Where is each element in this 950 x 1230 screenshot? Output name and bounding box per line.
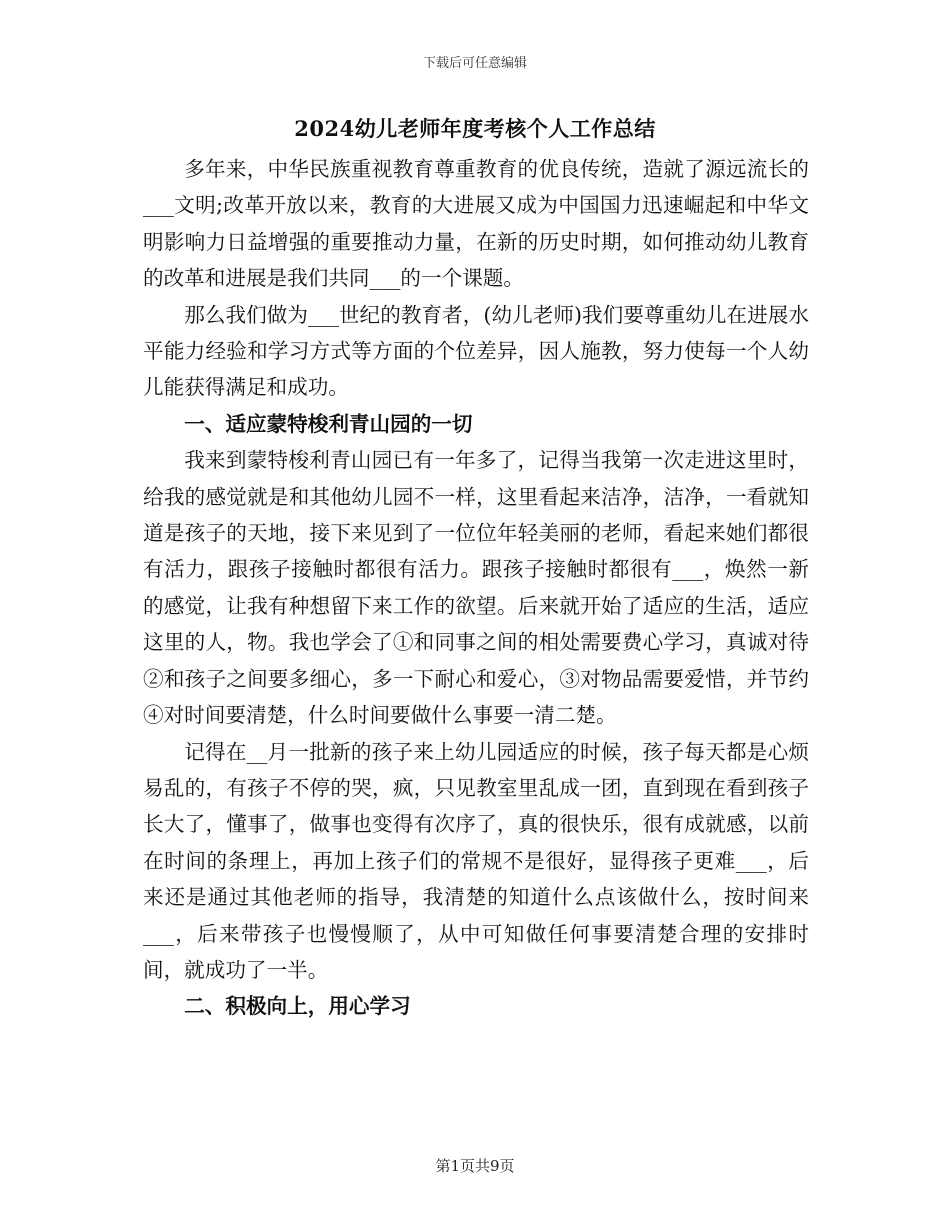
- section-heading: 二、积极向上，用心学习: [184, 994, 411, 1019]
- section-heading: 一、适应蒙特梭利青山园的一切: [184, 411, 473, 436]
- paragraph: 我来到蒙特梭利青山园已有一年多了，记得当我第一次走进这里时，给我的感觉就是和其他幼儿园不一样，这里看起来洁净，洁净，一看就知道是孩子的天地，接下来见到了一位位年轻美丽的老师，看起来她们都很有活力，跟孩子接触时都很有活力。跟孩子接触时都很有___，焕然一新的感觉，让我有种想留下来工作的欲望。后来就开始了适应的生活，适应这里的人，物。我也学会了①和同事之间的相处需要费心学习，真诚对待②和孩子之间要多细心，多一下耐心和爱心，③对物品需要爱惜，并节约④对时间要清楚，什么时间要做什么事要一清二楚。: [143, 448, 809, 728]
- document-title: 2024幼儿老师年度考核个人工作总结: [294, 116, 656, 141]
- paragraph: 多年来，中华民族重视教育尊重教育的优良传统，造就了源远流长的___文明;改革开放以来，教育的大进展又成为中国国力迅速崛起和中华文明影响力日益增强的重要推动力量，在新的历史时期，如何推动幼儿教育的改革和进展是我们共同___的一个课题。: [143, 157, 809, 291]
- header-note: 下载后可任意编辑: [422, 56, 527, 71]
- document-body: [143, 151, 809, 1025]
- paragraph: 记得在__月一批新的孩子来上幼儿园适应的时候，孩子每天都是心烦易乱的，有孩子不停的哭，疯，只见教室里乱成一团，直到现在看到孩子长大了，懂事了，做事也变得有次序了，真的很快乐，很有成就感，以前在时间的条理上，再加上孩子们的常规不是很好，显得孩子更难___，后来还是通过其他老师的指导，我清楚的知道什么点该做什么，按时间来___，后来带孩子也慢慢顺了，从中可知做任何事要清楚合理的安排时间，就成功了一半。: [143, 739, 809, 982]
- paragraph: 那么我们做为___世纪的教育者，(幼儿老师)我们要尊重幼儿在进展水平能力经验和学习方式等方面的个位差异，因人施教，努力使每一个人幼儿能获得满足和成功。: [143, 302, 809, 400]
- page-number: 第1页共9页: [435, 1157, 515, 1175]
